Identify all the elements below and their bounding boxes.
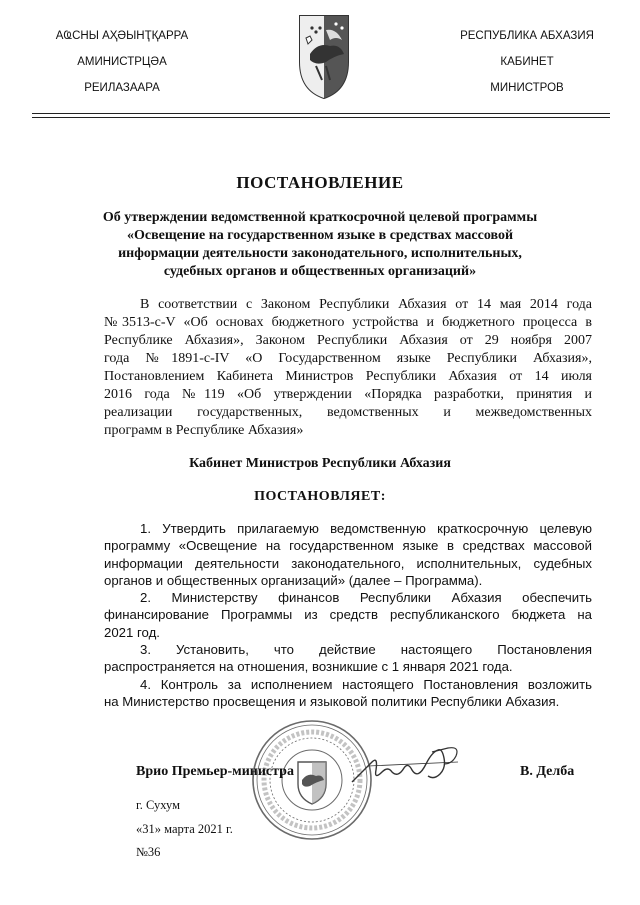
header-left-line: АҨСНЫ АҲӘЫНҬҚАРРА [55,30,189,42]
item-line: 2021 год. [104,624,160,640]
header-right-russian [437,26,617,104]
subject-line: информации деятельности законодательного, исполнительных, [118,246,522,261]
decree-item-2 [104,589,592,641]
handwritten-signature-icon [348,742,468,788]
item-line: 3. Установить, что действие настоящего Постановления [140,642,592,658]
header-divider-thin [32,117,610,118]
item-line: 2. Министерству финансов Республики Абхазия обеспечить [140,590,592,606]
document-title: ПОСТАНОВЛЕНИЕ [236,173,404,192]
item-line: 4. Контроль за исполнением настоящего Постановления возложить [140,676,592,692]
preamble-line: Республике Абхазия», Законом Республики Абхазия от 29 ноября 2007 [104,333,592,348]
item-line: 1. Утвердить прилагаемую ведомственную краткосрочную целевую [140,521,592,536]
decree-items [104,520,592,710]
preamble-line: Постановлением Кабинета Министров Республики Абхазия от 14 июля [104,369,592,384]
header-left-line: РЕИЛАЗААРА [84,82,160,94]
document-number: №36 [136,845,161,859]
header-left-abkhaz [32,26,212,104]
preamble-line: реализации государственных, ведомственных и межведомственных [104,405,592,420]
decree-heading: ПОСТАНОВЛЯЕТ: [254,489,386,504]
preamble-line: №3513-с-V «Об основах бюджетного устройства и бюджетного процесса в [104,315,592,330]
preamble-line: В соответствии с Законом Республики Абхазия от 14 мая 2014 года [140,297,592,312]
item-line: органов и общественных организаций» (далее – Программа). [104,572,483,588]
document-header [0,0,640,120]
document-subject [80,209,560,281]
signatory-name: В. Делба [520,764,575,779]
subject-line: «Освещение на государственном языке в средствах массовой [126,228,514,243]
subject-line: судебных органов и общественных организаций» [163,264,477,279]
preamble-line: года №1891-с-IV «О Государственном языке Республики Абхазия», [104,351,592,366]
header-right-line: КАБИНЕТ [500,56,554,68]
item-line: распространяется на отношения, возникшие с 1 января 2021 года. [104,659,513,675]
item-line: на Министерство просвещения и языковой политики Республики Абхазия. [104,693,560,709]
decree-item-3 [104,641,592,676]
item-line: финансирование Программы из средств республиканского бюджета на [104,607,592,623]
decree-item-4 [104,676,592,711]
document-city: г. Сухум [136,798,181,812]
signatory-position: Врио Премьер-министра [136,764,294,779]
header-right-line: МИНИСТРОВ [490,82,564,94]
header-divider-thick [32,113,610,114]
item-line: информации деятельности законодательного, исполнительных, судебных [104,555,592,571]
preamble-line: программ в Республике Абхазия» [104,423,304,438]
preamble-line: 2016 года №119 «Об утверждении «Порядка разработки, принятия и [104,387,592,402]
item-line: программу «Освещение на государственном языке в средствах массовой [104,538,592,554]
subject-line: Об утверждении ведомственной краткосрочной целевой программы [102,210,538,225]
coat-of-arms-icon [296,10,352,102]
document-date: «31» марта 2021 г. [136,822,233,836]
header-left-line: АМИНИСТРЦӘА [77,56,167,68]
preamble-paragraph [104,296,592,440]
decree-item-1 [104,520,592,589]
header-right-line: РЕСПУБЛИКА АБХАЗИЯ [460,30,594,42]
issuing-body: Кабинет Министров Республики Абхазия [189,456,451,471]
